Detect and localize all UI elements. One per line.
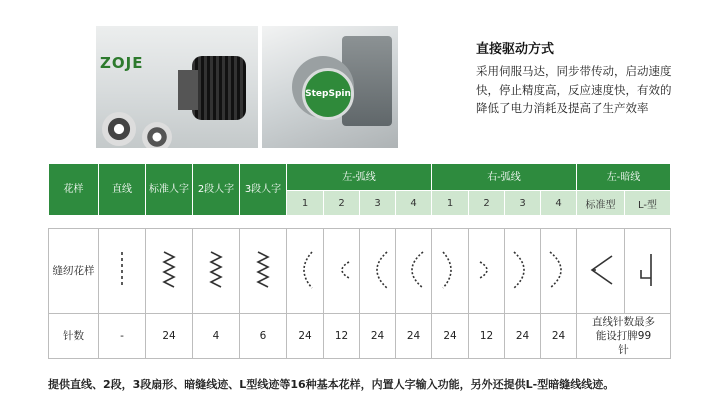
header-straight: 直线	[99, 164, 146, 216]
blind-stitch-note: 直线针数最多能设打脾99针	[577, 314, 671, 359]
header-left-blind: 左-暗线	[577, 164, 671, 191]
feature-heading: 直接驱动方式	[476, 42, 555, 57]
pattern-right-arc-2	[469, 229, 505, 314]
motor-housing	[178, 70, 198, 110]
count-right-arc-3: 24	[505, 314, 541, 359]
row-label-count: 针数	[49, 314, 99, 359]
pattern-left-arc-4	[396, 229, 432, 314]
pattern-straight	[99, 229, 146, 314]
sub-blind-l-type: L-型	[625, 191, 671, 216]
count-straight: -	[99, 314, 146, 359]
count-right-arc-2: 12	[469, 314, 505, 359]
pattern-blind-standard	[577, 229, 625, 314]
knob-right	[142, 122, 172, 148]
count-right-arc-1: 24	[432, 314, 469, 359]
pattern-left-arc-3	[360, 229, 396, 314]
sub-left-arc-4: 4	[396, 191, 432, 216]
count-left-arc-2: 12	[324, 314, 360, 359]
count-left-arc-1: 24	[287, 314, 324, 359]
header-std-zigzag: 标准人字	[146, 164, 193, 216]
sub-right-arc-4: 4	[541, 191, 577, 216]
header-two-step: 2段人字	[193, 164, 240, 216]
count-two-step: 4	[193, 314, 240, 359]
count-left-arc-4: 24	[396, 314, 432, 359]
count-left-arc-3: 24	[360, 314, 396, 359]
sub-left-arc-2: 2	[324, 191, 360, 216]
header-pattern: 花样	[49, 164, 99, 216]
pattern-std-zigzag	[146, 229, 193, 314]
pattern-two-step	[193, 229, 240, 314]
motor-wheel	[192, 56, 246, 120]
count-std-zigzag: 24	[146, 314, 193, 359]
count-three-step: 6	[240, 314, 287, 359]
sub-blind-standard: 标准型	[577, 191, 625, 216]
header-left-arc: 左-弧线	[287, 164, 432, 191]
footer-note: 提供直线、2段，3段扇形、暗缝线迹、L型线迹等16种基本花样，内置人字输入功能，另外还提供L-型暗缝线线迹。	[48, 378, 615, 391]
sub-right-arc-1: 1	[432, 191, 469, 216]
knob-left	[102, 112, 136, 146]
zoje-logo: ZOJE	[100, 54, 144, 72]
machine-photo-right	[262, 26, 398, 148]
feature-description: 采用伺服马达，同步带传动，启动速度快，停止精度高，反应速度快，有效的降低了电力消耗及提高了生产效率	[476, 64, 672, 115]
pattern-left-arc-2	[324, 229, 360, 314]
pattern-blind-l-type	[625, 229, 671, 314]
sub-left-arc-1: 1	[287, 191, 324, 216]
pattern-left-arc-1	[287, 229, 324, 314]
machine-photo-left	[96, 26, 258, 148]
sub-right-arc-3: 3	[505, 191, 541, 216]
sub-left-arc-3: 3	[360, 191, 396, 216]
header-right-arc: 右-弧线	[432, 164, 577, 191]
pattern-three-step	[240, 229, 287, 314]
row-label-pattern: 缝纫花样	[49, 229, 99, 314]
pattern-right-arc-1	[432, 229, 469, 314]
header-three-step: 3段人字	[240, 164, 287, 216]
count-right-arc-4: 24	[541, 314, 577, 359]
pattern-right-arc-4	[541, 229, 577, 314]
stitch-pattern-table	[48, 163, 671, 359]
stepspin-badge: StepSpin	[302, 68, 354, 120]
pattern-right-arc-3	[505, 229, 541, 314]
sub-right-arc-2: 2	[469, 191, 505, 216]
